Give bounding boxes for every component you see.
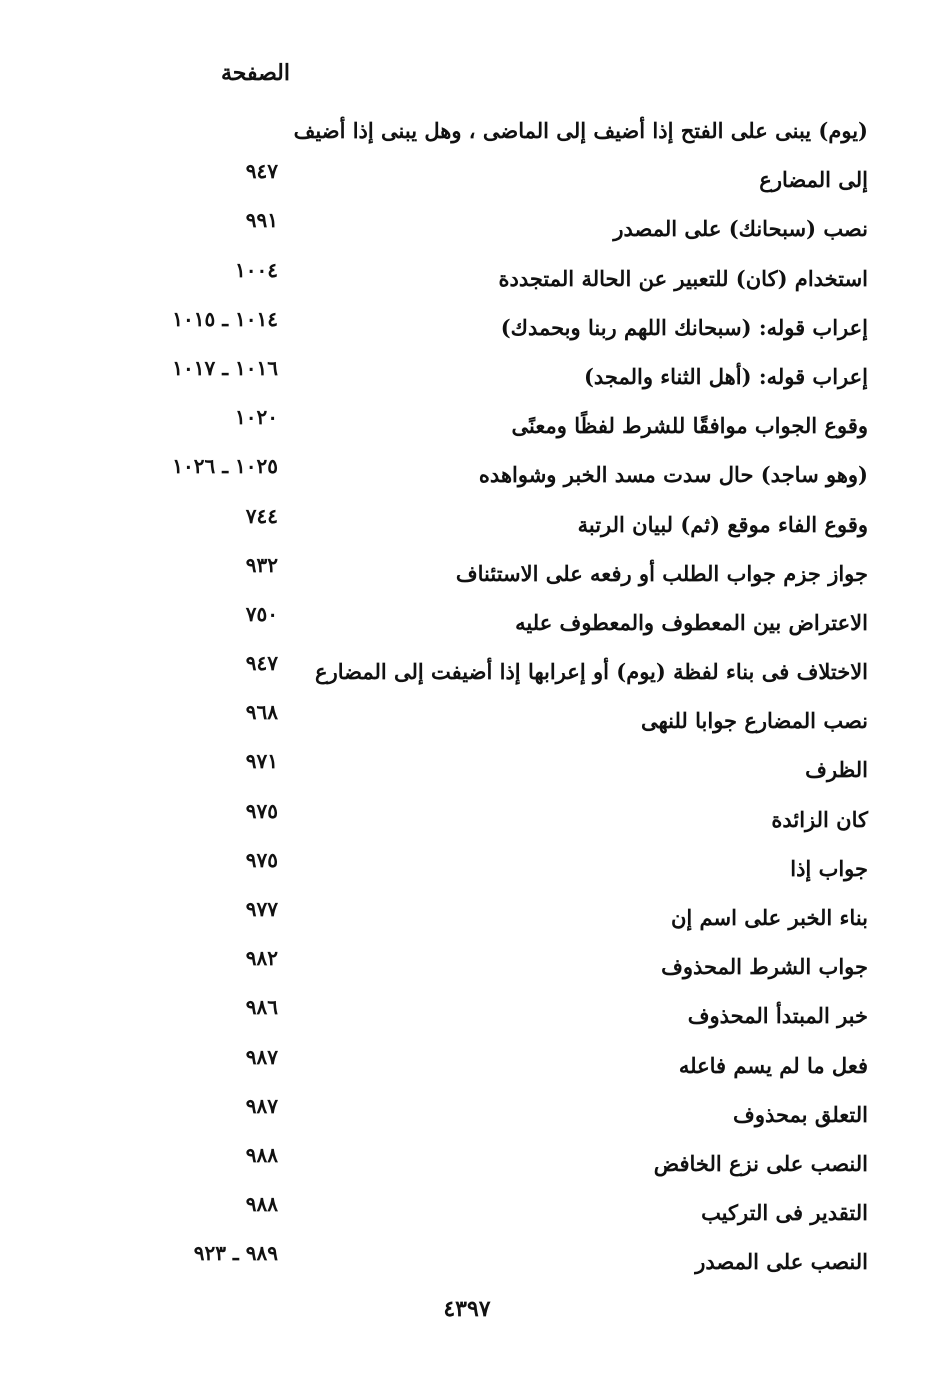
index-entry (0, 114, 934, 163)
index-entry-topic: (يوم) يبنى على الفتح إذا أضيف إلى الماضى ، وهل يبنى إذا أضيف (293, 118, 868, 143)
index-entry-topic: إلى المضارع (759, 167, 868, 193)
index-entry (0, 1192, 934, 1245)
index-entry-topic: نصب (سبحانك) على المصدر (613, 216, 868, 242)
index-entry-page: ٩٧٥ (245, 798, 278, 823)
index-entry-page: ١٠١٤ ـ ١٠١٥ (172, 306, 278, 331)
page-column-heading: الصفحة (220, 60, 290, 86)
index-entry-page: ٩٤٧ (245, 651, 278, 676)
index-entry (0, 601, 934, 655)
index-entry-page: ٩٨٩ ـ ٩٢٣ (193, 1241, 278, 1266)
index-entry-topic: جواب إذا (790, 855, 868, 881)
index-entry-page: ٩٨٧ (245, 1044, 278, 1069)
index-entry (0, 946, 934, 999)
page-number: ٤٣٩٧ (443, 1296, 491, 1322)
index-entry (0, 651, 934, 704)
index-list (0, 114, 934, 1295)
index-entry (0, 355, 934, 409)
index-entry-topic: الظرف (805, 757, 868, 783)
index-entry-page: ٩٤٧ (245, 159, 278, 184)
index-entry-topic: خبر المبتدأ المحذوف (687, 1003, 868, 1029)
index-entry-page: ٩٧١ (245, 749, 278, 774)
index-entry-topic: النصب على نزع الخافض (653, 1150, 868, 1176)
index-entry-topic: بناء الخبر على اسم إن (670, 905, 868, 930)
index-entry-topic: الاختلاف فى بناء لفظة (يوم) أو إعرابها إذا أضيفت إلى المضارع (315, 659, 868, 685)
index-entry (0, 897, 934, 950)
index-entry-page: ٩٧٧ (245, 897, 278, 921)
index-entry-topic: (وهو ساجد) حال سدت مسد الخبر وشواهده (478, 462, 868, 488)
index-entry (0, 1044, 934, 1098)
index-entry (0, 405, 934, 458)
index-entry-page: ١٠١٦ ـ ١٠١٧ (172, 355, 278, 380)
index-entry-topic: التعلق بمحذوف (733, 1101, 868, 1127)
index-entry-topic: وقوع الفاء موقع (ثم) لبيان الرتبة (577, 511, 868, 537)
index-entry-page: ٧٤٤ (245, 503, 278, 528)
index-entry (0, 1142, 934, 1196)
index-entry (0, 306, 934, 360)
index-entry-page: ٩٦٨ (245, 700, 278, 725)
index-entry-topic: جواب الشرط المحذوف (661, 954, 868, 980)
index-entry-page: ١٠٢٥ ـ ١٠٢٦ (172, 454, 278, 479)
index-entry (0, 1093, 934, 1147)
index-entry (0, 700, 934, 753)
index-entry-page: ٩٨٨ (245, 1192, 278, 1217)
index-entry-topic: وقوع الجواب موافقًا للشرط لفظًا ومعنًى (511, 413, 868, 439)
index-entry-page: ٩٨٧ (245, 1093, 278, 1118)
index-entry-page: ٩٨٢ (245, 946, 278, 971)
index-entry-page: ٩٨٨ (245, 1142, 278, 1167)
index-entry-topic: إعراب قوله: (سبحانك اللهم ربنا وبحمدك) (500, 314, 868, 340)
index-entry-page: ٩٨٦ (245, 995, 278, 1020)
index-entry-page: ١٠٢٠ (235, 405, 278, 430)
index-entry-topic: إعراب قوله: (أهل الثناء والمجد) (583, 363, 868, 389)
index-entry (0, 1241, 934, 1294)
index-entry-topic: نصب المضارع جوابا للنهى (640, 708, 868, 734)
index-entry (0, 159, 934, 212)
index-entry (0, 454, 934, 507)
index-entry (0, 995, 934, 1048)
index-entry-topic: الاعتراض بين المعطوف والمعطوف عليه (515, 609, 868, 635)
index-entry-topic: النصب على المصدر (695, 1249, 868, 1275)
index-entry-page: ٧٥٠ (245, 601, 278, 626)
index-entry-page: ٩٩١ (245, 208, 278, 233)
index-entry (0, 208, 934, 261)
index-entry (0, 503, 934, 557)
index-entry-topic: استخدام (كان) للتعبير عن الحالة المتجددة (498, 265, 868, 291)
index-entry (0, 552, 934, 606)
index-entry-page: ٩٣٢ (245, 552, 278, 577)
index-entry-topic: التقدير فى التركيب (701, 1200, 868, 1226)
index-entry-page: ٩٧٥ (245, 847, 278, 872)
index-entry-topic: جواز جزم جواب الطلب أو رفعه على الاستئناف (455, 560, 868, 586)
index-entry-topic: فعل ما لم يسم فاعله (678, 1052, 868, 1078)
index-entry-topic: كان الزائدة (771, 806, 868, 832)
index-entry-page: ١٠٠٤ (235, 257, 278, 282)
index-entry (0, 749, 934, 802)
index-entry (0, 257, 934, 311)
index-entry (0, 847, 934, 901)
index-entry (0, 798, 934, 852)
